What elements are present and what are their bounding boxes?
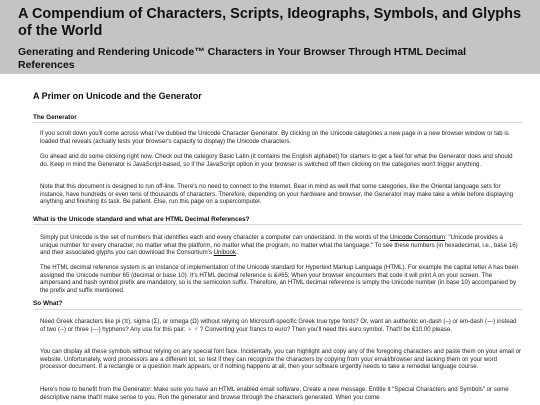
- paragraph: Need Greek characters like pi (π), sigma (Σ), or omega (Ω) without relying on Microsoft-specific Greek true type fonts? Or, want an authentic en-dash (–) or em-dash (—) instead of two (--) or three (---) hyphens? Any use for this pair: ♀ ♂ ? Converting your francs to euro? Then you'll need this euro symbol. That'll be €10.00 please.: [40, 318, 517, 333]
- page-subtitle: Generating and Rendering Unicode™ Characters in Your Browser Through HTML Decimal References: [18, 46, 467, 71]
- section-heading-so-what: So What?: [33, 300, 63, 307]
- section-heading-generator: The Generator: [33, 114, 77, 121]
- page-title: A Compendium of Characters, Scripts, Ideographs, Symbols, and Glyphs of the World: [18, 6, 522, 39]
- paragraph: Here's how to benefit from the Generator: Make sure you have an HTML enabled email software. Create a new message. Entitle it "Special Characters and Symbols" or some descriptive name that'll make sense to you. Run the generator and browse through the characters generated. When you come: [40, 386, 509, 401]
- paragraph: If you scroll down you'll come across what I've dubbed the Unicode Character Generator. By clicking on the Unicode categories a new page in a new browser window or tab is loaded that reveals (actually tests your browser's capacity to display) the Unicode characters.: [40, 130, 509, 145]
- paragraph: You can display all these symbols without relying on any special font face. Incidentally, you can highlight and copy any of the foregoing characters and paste them on your email or website. Unfortunately, word processors are a different lot, so test if they can recognize the characters by copying from your email/browser and lacking them on your word processor document. If a rectangle or a question mark appears, or if nothing happens at all, then your software urgently needs to take a remedial language course.: [40, 348, 522, 370]
- divider: [33, 224, 522, 225]
- divider: [33, 309, 522, 310]
- paragraph: Go ahead and do some clicking right now. Check out the category Basic Latin (it contains the English alphabet) for starters to get a feel for what the Generator does and should do. Keep in mind the Generator is JavaScript-based, so if the JavaScript option in your browser is switched off then clicking on the categories won't trigger anything.: [40, 153, 513, 168]
- paragraph: Note that this document is designed to run off-line. There's no need to connect to the Internet. Bear in mind as well that some categories, like the Oriental language sets for instance, have hundreds or even tens of thousands of characters. Therefore, depending on your hardware and browser, the Generator may make take a while before displaying anything and finishing its task. Be patient. Else, run this page on a supercomputer.: [40, 183, 514, 205]
- unibook-link[interactable]: Unibook: [213, 249, 236, 256]
- primer-heading: A Primer on Unicode and the Generator: [33, 91, 202, 101]
- unicode-consortium-link[interactable]: Unicode Consortium: [389, 234, 446, 241]
- paragraph: [33, 234, 522, 257]
- text: .: [235, 249, 238, 256]
- paragraph: The HTML decimal reference system is an instance of implementation of the Unicode standard for Hypertext Markup Language (HTML). For example the capital letter A has been assigned the Unicode number 65 (decimal or base 10). It's HTML decimal reference is &#65; When your browser encounters that code it will print A on your screen. The ampersand and hash symbol prefix are mandatory, so is the semicolon suffix. Therefore, an HTML decimal reference is simply the Unicode number (in base 10) accompanied by the prefix and suffix mentioned.: [40, 264, 519, 294]
- section-heading-unicode: What is the Unicode standard and what are HTML Decimal References?: [33, 216, 250, 223]
- header-banner: [0, 0, 540, 74]
- text: Simply put Unicode is the set of numbers that identifies each and every character a computer can understand. In the words of the: [40, 234, 390, 241]
- text: : "Unicode provides a unique number for every character, no matter what the platform, no matter what the program, no matter what the language." To see these numbers (in hexadecimal, i.e., base 16) and their associated glyphs you can download the Consortium's: [40, 234, 518, 256]
- divider: [33, 122, 522, 123]
